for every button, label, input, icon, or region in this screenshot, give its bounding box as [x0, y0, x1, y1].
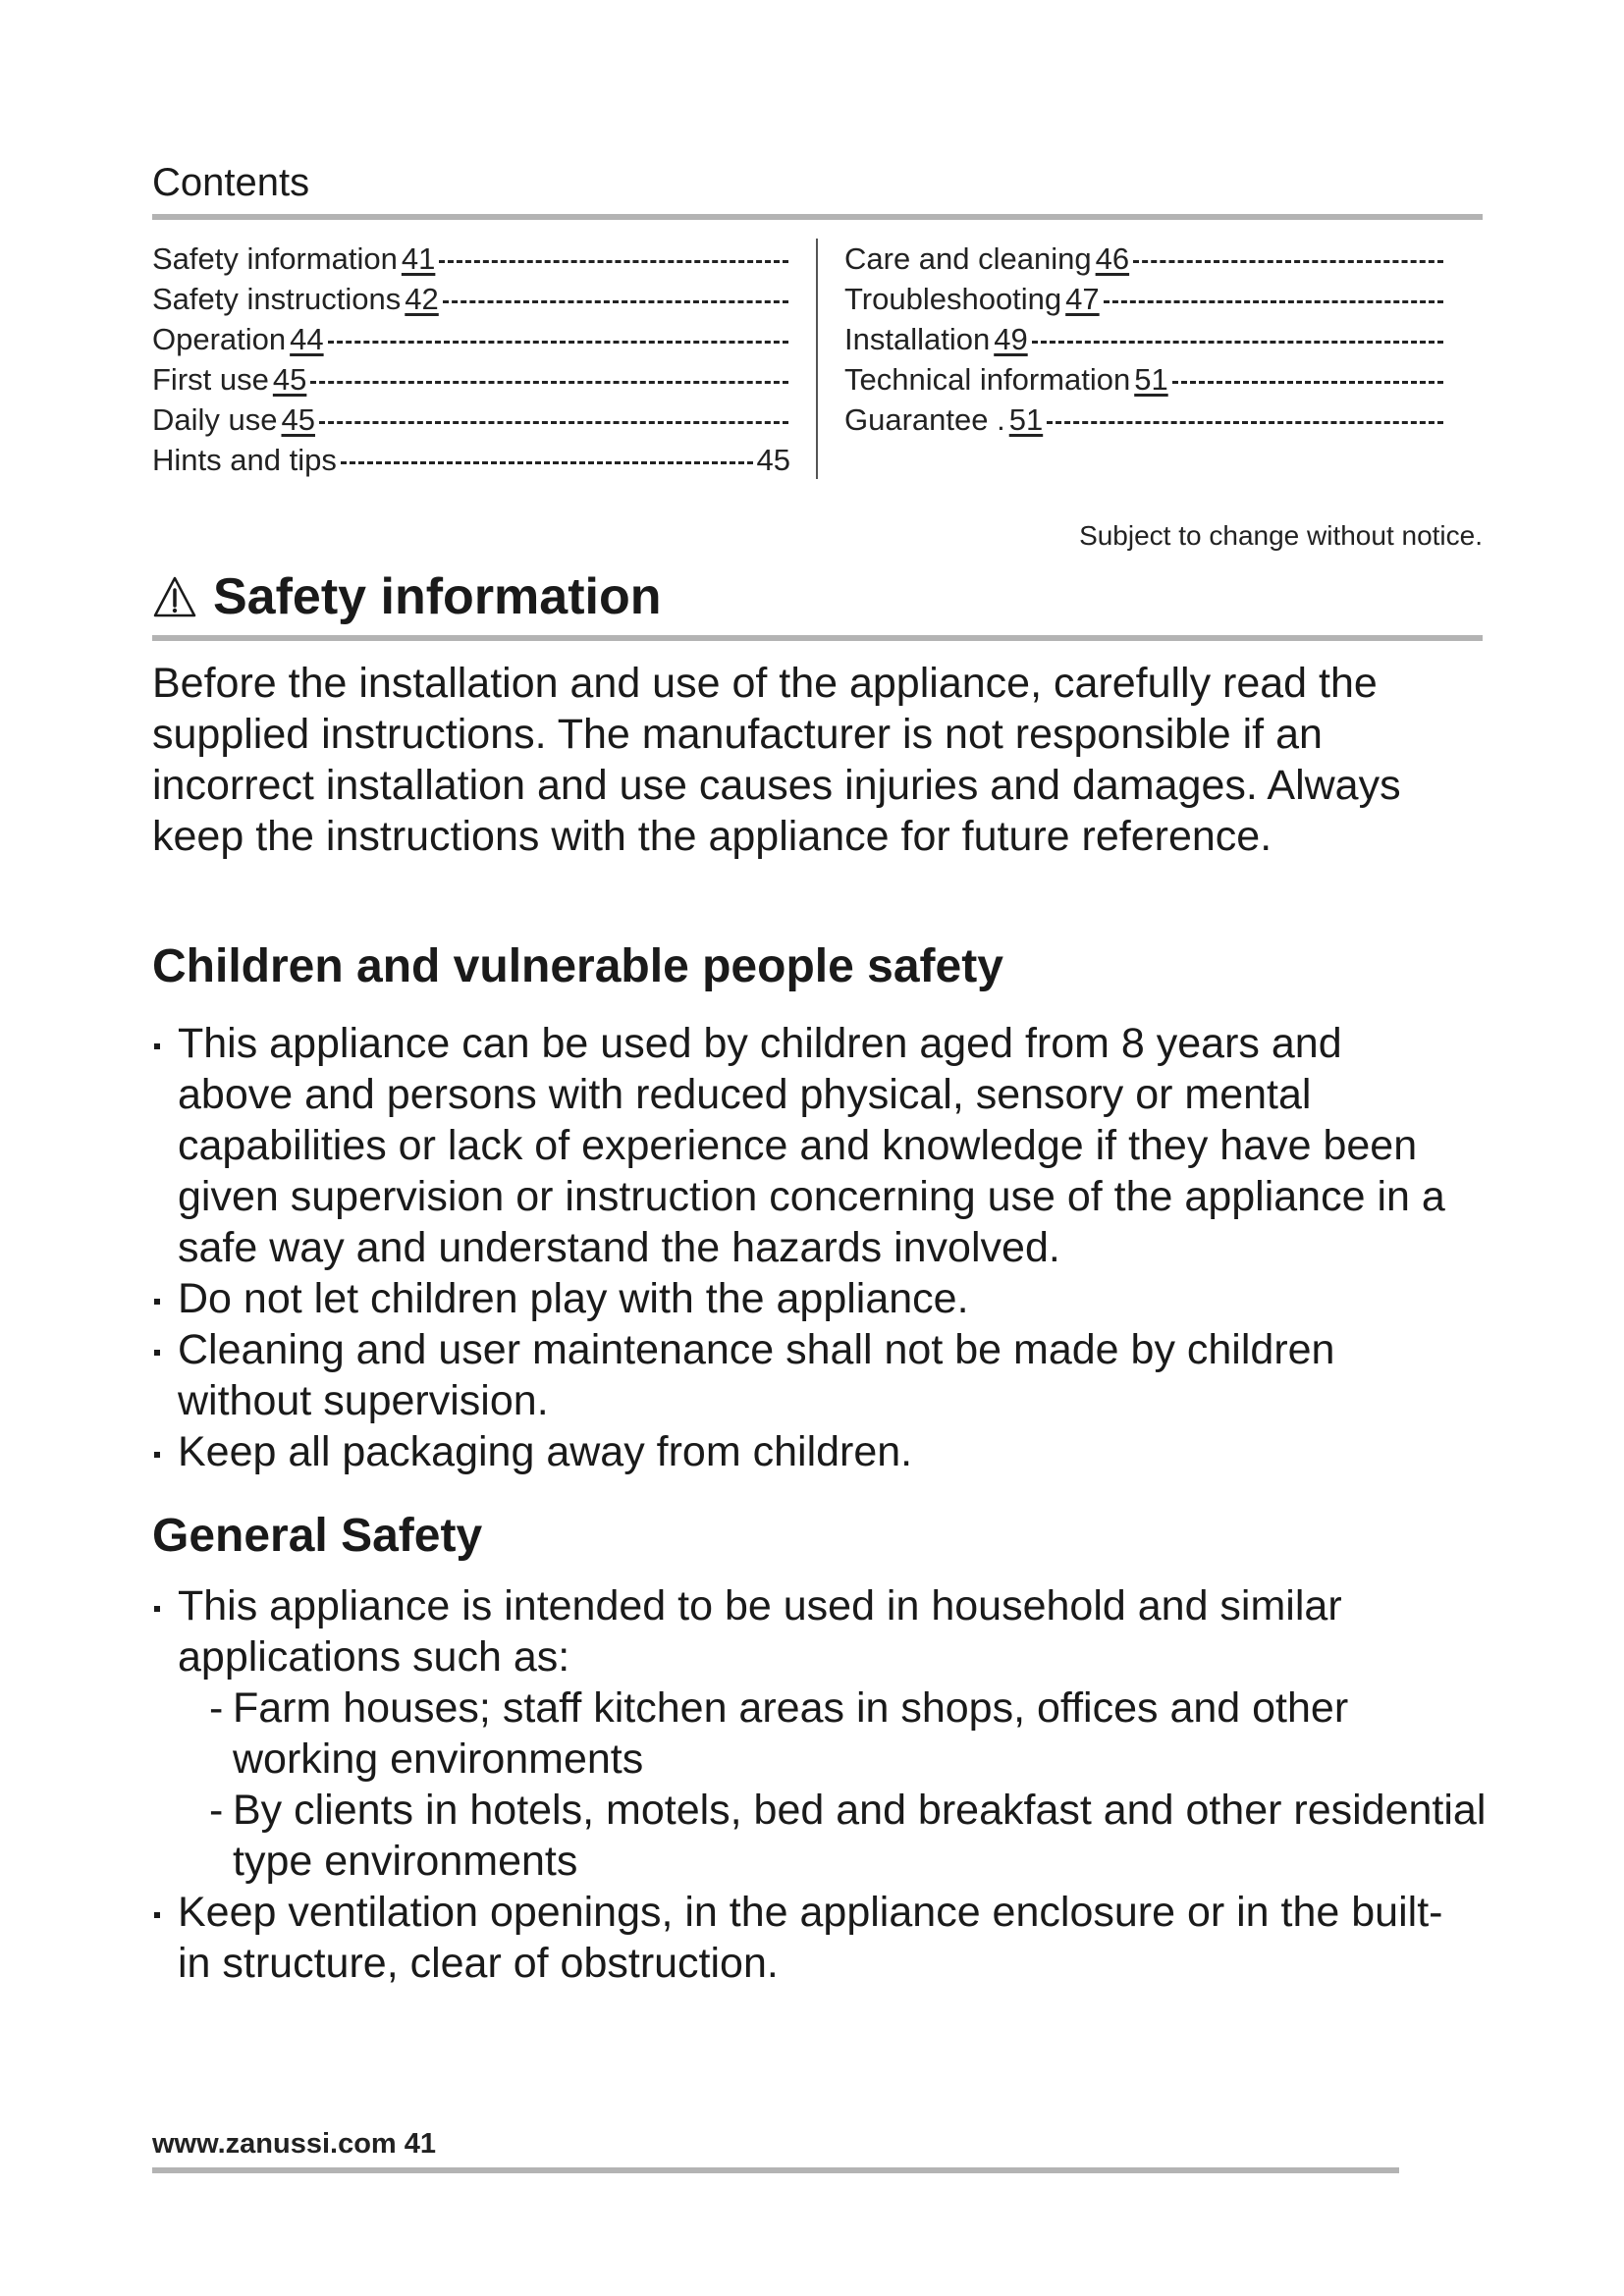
children-safety-list: [152, 1018, 1488, 1477]
contents-divider: [152, 214, 1483, 220]
general-safety-list: [152, 1580, 1488, 1989]
children-safety-heading: Children and vulnerable people safety: [152, 940, 1003, 992]
toc-leader: [310, 381, 788, 384]
safety-intro-paragraph: Before the installation and use of the appliance, carefully read the supplied instructions. The manufacturer is not responsible if an incorrect installation and use causes injuries and damages. Always keep the instructions with the appliance for future reference.: [152, 660, 1401, 860]
general-safety-heading: General Safety: [152, 1510, 483, 1562]
toc-label: Technical information: [844, 362, 1131, 397]
toc-item-troubleshooting[interactable]: [844, 279, 1445, 319]
list-item-text: Do not let children play with the appliance.: [178, 1275, 969, 1322]
toc-leader: [439, 260, 788, 263]
toc-page-number: 51: [1134, 362, 1168, 397]
change-notice: Subject to change without notice.: [1079, 520, 1483, 551]
toc-item-first-use[interactable]: [152, 359, 790, 400]
toc-label: Safety instructions: [152, 282, 402, 316]
toc-item-safety-instructions[interactable]: [152, 279, 790, 319]
toc-page-number: 45: [272, 362, 307, 397]
toc-left-column: [152, 239, 790, 480]
toc-item-operation[interactable]: [152, 319, 790, 359]
toc-leader: [1133, 260, 1443, 263]
list-item: [152, 1324, 1488, 1426]
toc-page-number: 45: [756, 443, 790, 477]
warning-triangle-icon: [152, 575, 197, 618]
toc-label: Safety information: [152, 241, 398, 276]
toc-item-guarantee[interactable]: [844, 400, 1445, 440]
list-item-text: Keep all packaging away from children.: [178, 1428, 913, 1475]
toc-leader: [1032, 341, 1443, 344]
toc-item-care-and-cleaning[interactable]: [844, 239, 1445, 279]
list-item-text: Keep ventilation openings, in the appliance enclosure or in the built-in structure, clear of obstruction.: [178, 1889, 1443, 1987]
toc-leader: [341, 461, 753, 464]
sub-list-item: [199, 1682, 1488, 1785]
toc-page-number: 47: [1065, 282, 1100, 316]
toc-leader: [443, 300, 788, 303]
list-item-text: This appliance is intended to be used in household and similar applications such as:: [178, 1582, 1342, 1681]
toc-label: Operation: [152, 322, 287, 356]
list-item: [152, 1018, 1488, 1273]
sub-list-item-text: By clients in hotels, motels, bed and breakfast and other residential type environments: [233, 1787, 1487, 1885]
toc-leader: [1047, 421, 1443, 424]
safety-divider: [152, 635, 1483, 641]
list-item: [152, 1426, 1488, 1477]
toc-page-number: 41: [401, 241, 436, 276]
toc-label: Troubleshooting: [844, 282, 1062, 316]
toc-item-safety-information[interactable]: [152, 239, 790, 279]
toc-item-hints-and-tips[interactable]: [152, 440, 790, 480]
toc-label: Hints and tips: [152, 443, 337, 477]
toc-label: First use: [152, 362, 269, 397]
toc-page-number: 45: [281, 402, 315, 437]
sub-list-item-text: Farm houses; staff kitchen areas in shops, offices and other working environments: [233, 1684, 1349, 1783]
toc-item-technical-information[interactable]: [844, 359, 1445, 400]
toc-label: Daily use: [152, 402, 278, 437]
toc-leader: [319, 421, 788, 424]
toc-page-number: 49: [994, 322, 1028, 356]
list-item-text: This appliance can be used by children aged from 8 years and above and persons with reduced physical, sensory or mental capabilities or lack of experience and knowledge if they have been given supervision or instruction concerning use of the appliance in a safe way and understand the hazards involved.: [178, 1020, 1445, 1271]
toc-leader: [1104, 300, 1443, 303]
toc-page-number: 46: [1095, 241, 1130, 276]
toc-leader: [328, 341, 788, 344]
list-item: [152, 1887, 1488, 1989]
toc-right-column: [844, 239, 1445, 440]
list-item: [152, 1273, 1488, 1324]
sub-list-item: [199, 1785, 1488, 1887]
safety-information-heading: [152, 567, 662, 626]
toc-label: Installation: [844, 322, 991, 356]
toc-page-number: 51: [1008, 402, 1044, 437]
contents-title: Contents: [152, 161, 310, 204]
toc-label: Care and cleaning: [844, 241, 1092, 276]
toc-item-installation[interactable]: [844, 319, 1445, 359]
footer-website-page: www.zanussi.com 41: [152, 2128, 437, 2160]
list-item-text: Cleaning and user maintenance shall not be made by children without supervision.: [178, 1326, 1335, 1424]
toc-page-number: 44: [290, 322, 324, 356]
general-safety-sublist: [199, 1682, 1488, 1887]
toc-item-daily-use[interactable]: [152, 400, 790, 440]
toc-leader: [1172, 381, 1443, 384]
toc-column-separator: [816, 239, 818, 479]
safety-information-title: Safety information: [213, 568, 662, 625]
toc-page-number: 42: [405, 282, 439, 316]
list-item: [152, 1580, 1488, 1887]
toc-label: Guarantee .: [844, 402, 1005, 437]
footer-divider: [152, 2167, 1399, 2173]
